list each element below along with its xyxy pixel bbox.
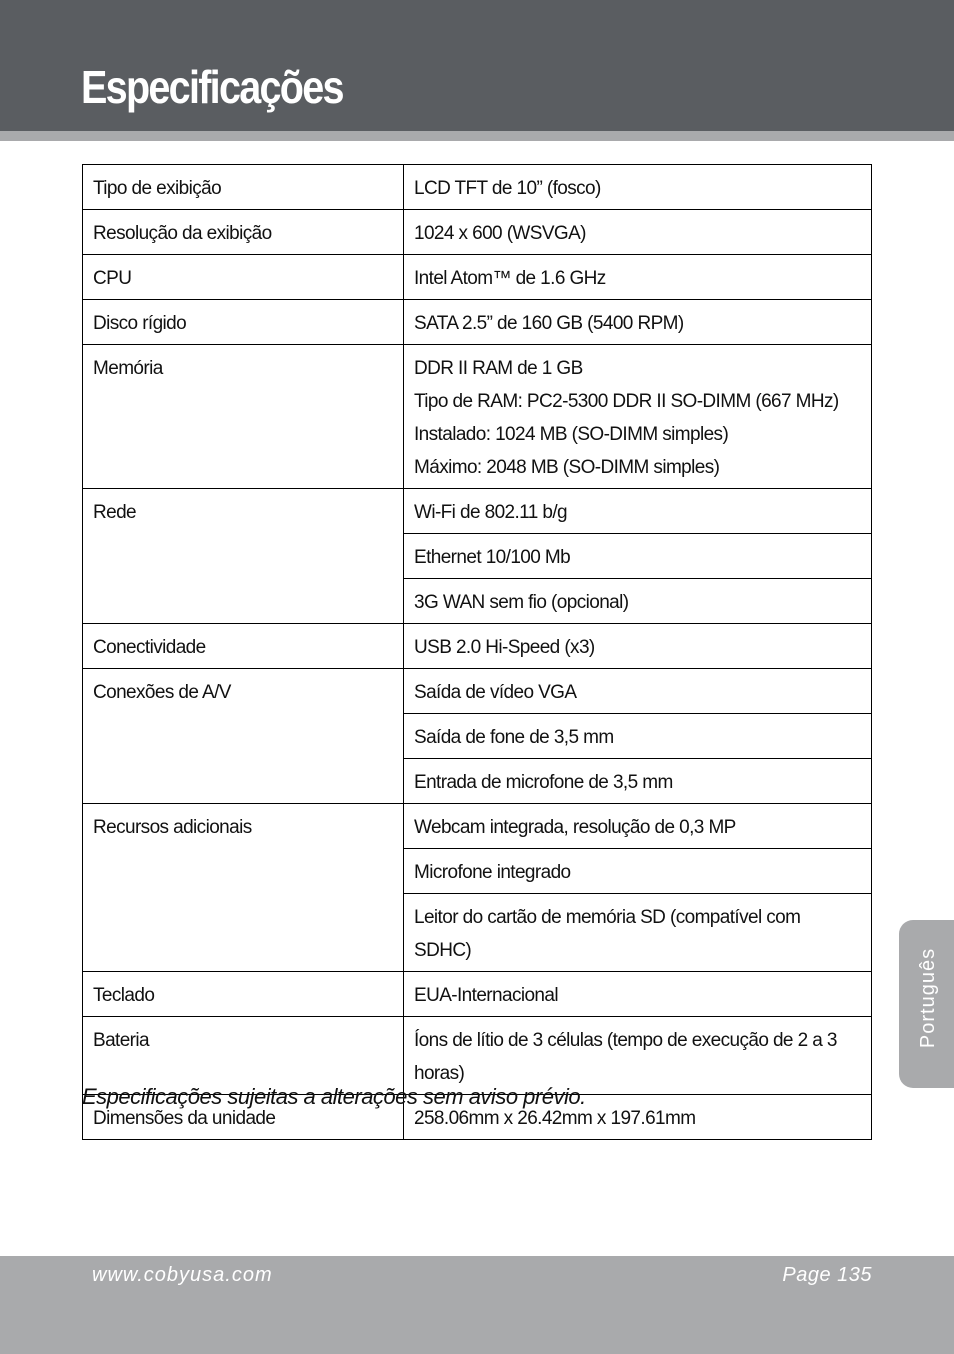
spec-label: Conectividade <box>83 624 404 669</box>
table-row <box>83 669 872 714</box>
spec-value: 3G WAN sem fio (opcional) <box>404 579 872 624</box>
table-row <box>83 804 872 849</box>
spec-value: Saída de vídeo VGA <box>404 669 872 714</box>
table-row <box>83 1017 872 1095</box>
table-row <box>83 210 872 255</box>
spec-value <box>404 345 872 489</box>
table-row <box>83 255 872 300</box>
table-row <box>83 165 872 210</box>
page-header <box>0 0 954 131</box>
spec-label: Recursos adicionais <box>83 804 404 972</box>
spec-value: Wi-Fi de 802.11 b/g <box>404 489 872 534</box>
spec-value: SATA 2.5” de 160 GB (5400 RPM) <box>404 300 872 345</box>
spec-label: Conexões de A/V <box>83 669 404 804</box>
page-footer <box>0 1256 954 1354</box>
spec-label: Tipo de exibição <box>83 165 404 210</box>
table-row <box>83 972 872 1017</box>
table-row <box>83 489 872 534</box>
header-divider <box>0 131 954 141</box>
spec-value-line: Tipo de RAM: PC2-5300 DDR II SO-DIMM (667 MHz) <box>414 391 839 412</box>
footer-url: www.cobyusa.com <box>92 1264 273 1286</box>
spec-value: Intel Atom™ de 1.6 GHz <box>404 255 872 300</box>
spec-value: EUA-Internacional <box>404 972 872 1017</box>
spec-value-line: DDR II RAM de 1 GB <box>414 358 583 379</box>
spec-value: Ethernet 10/100 Mb <box>404 534 872 579</box>
spec-label: Teclado <box>83 972 404 1017</box>
spec-label: Disco rígido <box>83 300 404 345</box>
spec-value: Webcam integrada, resolução de 0,3 MP <box>404 804 872 849</box>
spec-value: Saída de fone de 3,5 mm <box>404 714 872 759</box>
table-row <box>83 345 872 489</box>
table-row <box>83 300 872 345</box>
spec-label: CPU <box>83 255 404 300</box>
spec-label: Dimensões da unidade <box>83 1095 404 1140</box>
table-row <box>83 624 872 669</box>
spec-label: Resolução da exibição <box>83 210 404 255</box>
spec-value: Microfone integrado <box>404 849 872 894</box>
spec-value: LCD TFT de 10” (fosco) <box>404 165 872 210</box>
language-tab <box>899 920 954 1088</box>
spec-value: Leitor do cartão de memória SD (compatível com SDHC) <box>404 894 872 972</box>
spec-value-line: Máximo: 2048 MB (SO-DIMM simples) <box>414 457 720 478</box>
language-tab-label: Português <box>917 947 939 1049</box>
spec-value: USB 2.0 Hi-Speed (x3) <box>404 624 872 669</box>
spec-value: Íons de lítio de 3 células (tempo de execução de 2 a 3 horas) <box>404 1017 872 1095</box>
spec-value: Entrada de microfone de 3,5 mm <box>404 759 872 804</box>
spec-value: 258.06mm x 26.42mm x 197.61mm <box>404 1095 872 1140</box>
spec-value: 1024 x 600 (WSVGA) <box>404 210 872 255</box>
disclaimer-note: Especificações sujeitas a alterações sem aviso prévio. <box>82 1084 586 1109</box>
spec-table <box>82 164 872 1140</box>
spec-label: Memória <box>83 345 404 489</box>
spec-label: Rede <box>83 489 404 624</box>
page-number: Page 135 <box>782 1264 872 1286</box>
spec-value-line: Instalado: 1024 MB (SO-DIMM simples) <box>414 424 729 445</box>
page-title: Especificações <box>81 61 343 113</box>
spec-label: Bateria <box>83 1017 404 1095</box>
